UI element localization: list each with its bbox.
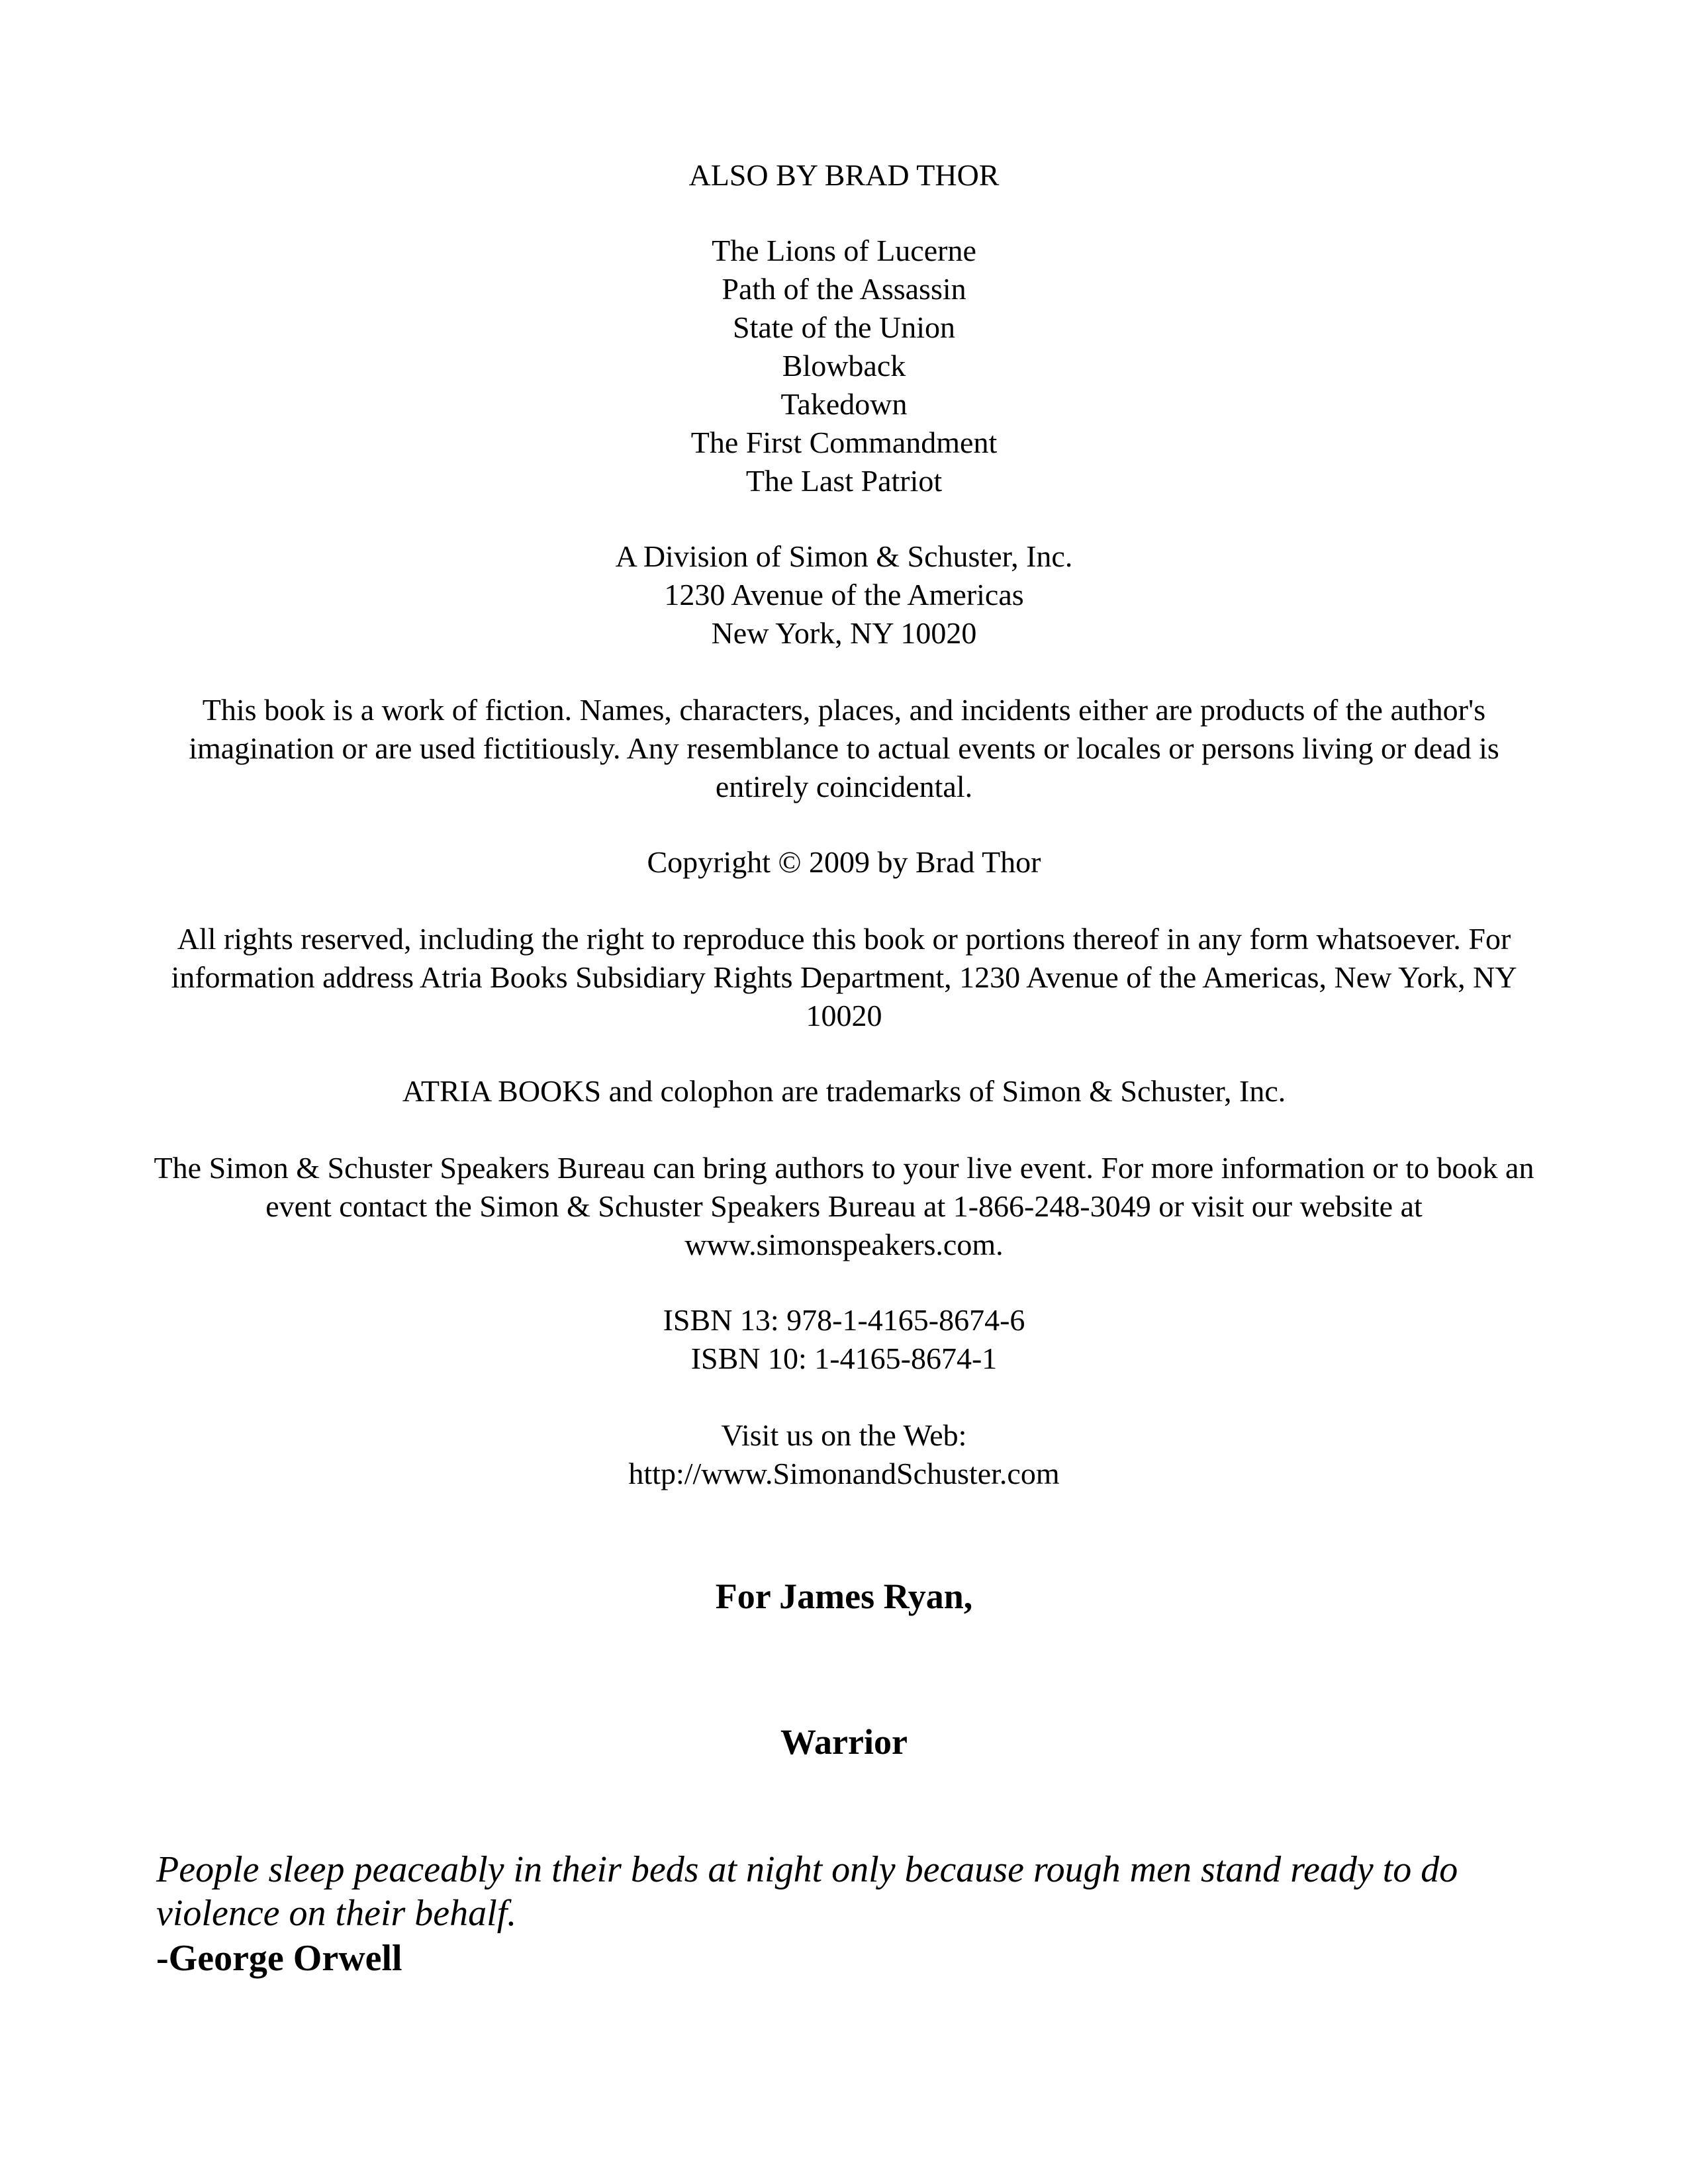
publisher-address — [146, 537, 1542, 653]
web-label: Visit us on the Web: — [721, 1418, 967, 1452]
rights-notice: All rights reserved, including the right to reproduce this book or portions thereof in any form whatsoever. For information address Atria Books Subsidiary Rights Department, 1230 Avenue of the Americas, New York, NY 10020 — [171, 922, 1517, 1032]
dedication-line-2: Warrior — [780, 1722, 908, 1762]
publisher-line: A Division of Simon & Schuster, Inc. — [615, 539, 1073, 573]
book-title: The First Commandment — [690, 426, 998, 459]
also-by-title-list — [146, 232, 1542, 500]
isbn-block — [146, 1301, 1542, 1378]
publisher-line: New York, NY 10020 — [711, 616, 977, 650]
book-title: The Last Patriot — [745, 464, 943, 498]
book-title: The Lions of Lucerne — [712, 234, 976, 267]
epigraph-quote: People sleep peaceably in their beds at night only because rough men stand ready to do violence on their behalf. — [156, 1849, 1458, 1934]
book-title: Blowback — [782, 349, 906, 383]
also-by-section — [146, 156, 1542, 195]
speakers-bureau-notice: The Simon & Schuster Speakers Bureau can bring authors to your live event. For more information or to book an event contact the Simon & Schuster Speakers Bureau at 1-866-248-3049 or visit our website at www.simonspeakers.com. — [154, 1151, 1534, 1261]
publisher-line: 1230 Avenue of the Americas — [664, 578, 1024, 612]
also-by-heading: ALSO BY BRAD THOR — [688, 158, 1000, 192]
book-title: State of the Union — [733, 310, 955, 344]
copyright-line: Copyright © 2009 by Brad Thor — [647, 845, 1041, 879]
isbn-13: ISBN 13: 978-1-4165-8674-6 — [663, 1303, 1025, 1337]
epigraph-attribution: -George Orwell — [156, 1938, 402, 1979]
web-block — [146, 1416, 1542, 1493]
web-url: http://www.SimonandSchuster.com — [628, 1457, 1060, 1490]
dedication-line-1: For James Ryan, — [715, 1576, 973, 1616]
trademark-notice: ATRIA BOOKS and colophon are trademarks of Simon & Schuster, Inc. — [402, 1074, 1286, 1108]
isbn-10: ISBN 10: 1-4165-8674-1 — [690, 1342, 998, 1375]
fiction-notice: This book is a work of fiction. Names, characters, places, and incidents either are products of the author's imagination or are used fictitiously. Any resemblance to actual events or locales or persons living or dead is entirely coincidental. — [189, 693, 1499, 803]
book-title: Takedown — [780, 387, 908, 421]
book-title: Path of the Assassin — [722, 272, 966, 306]
